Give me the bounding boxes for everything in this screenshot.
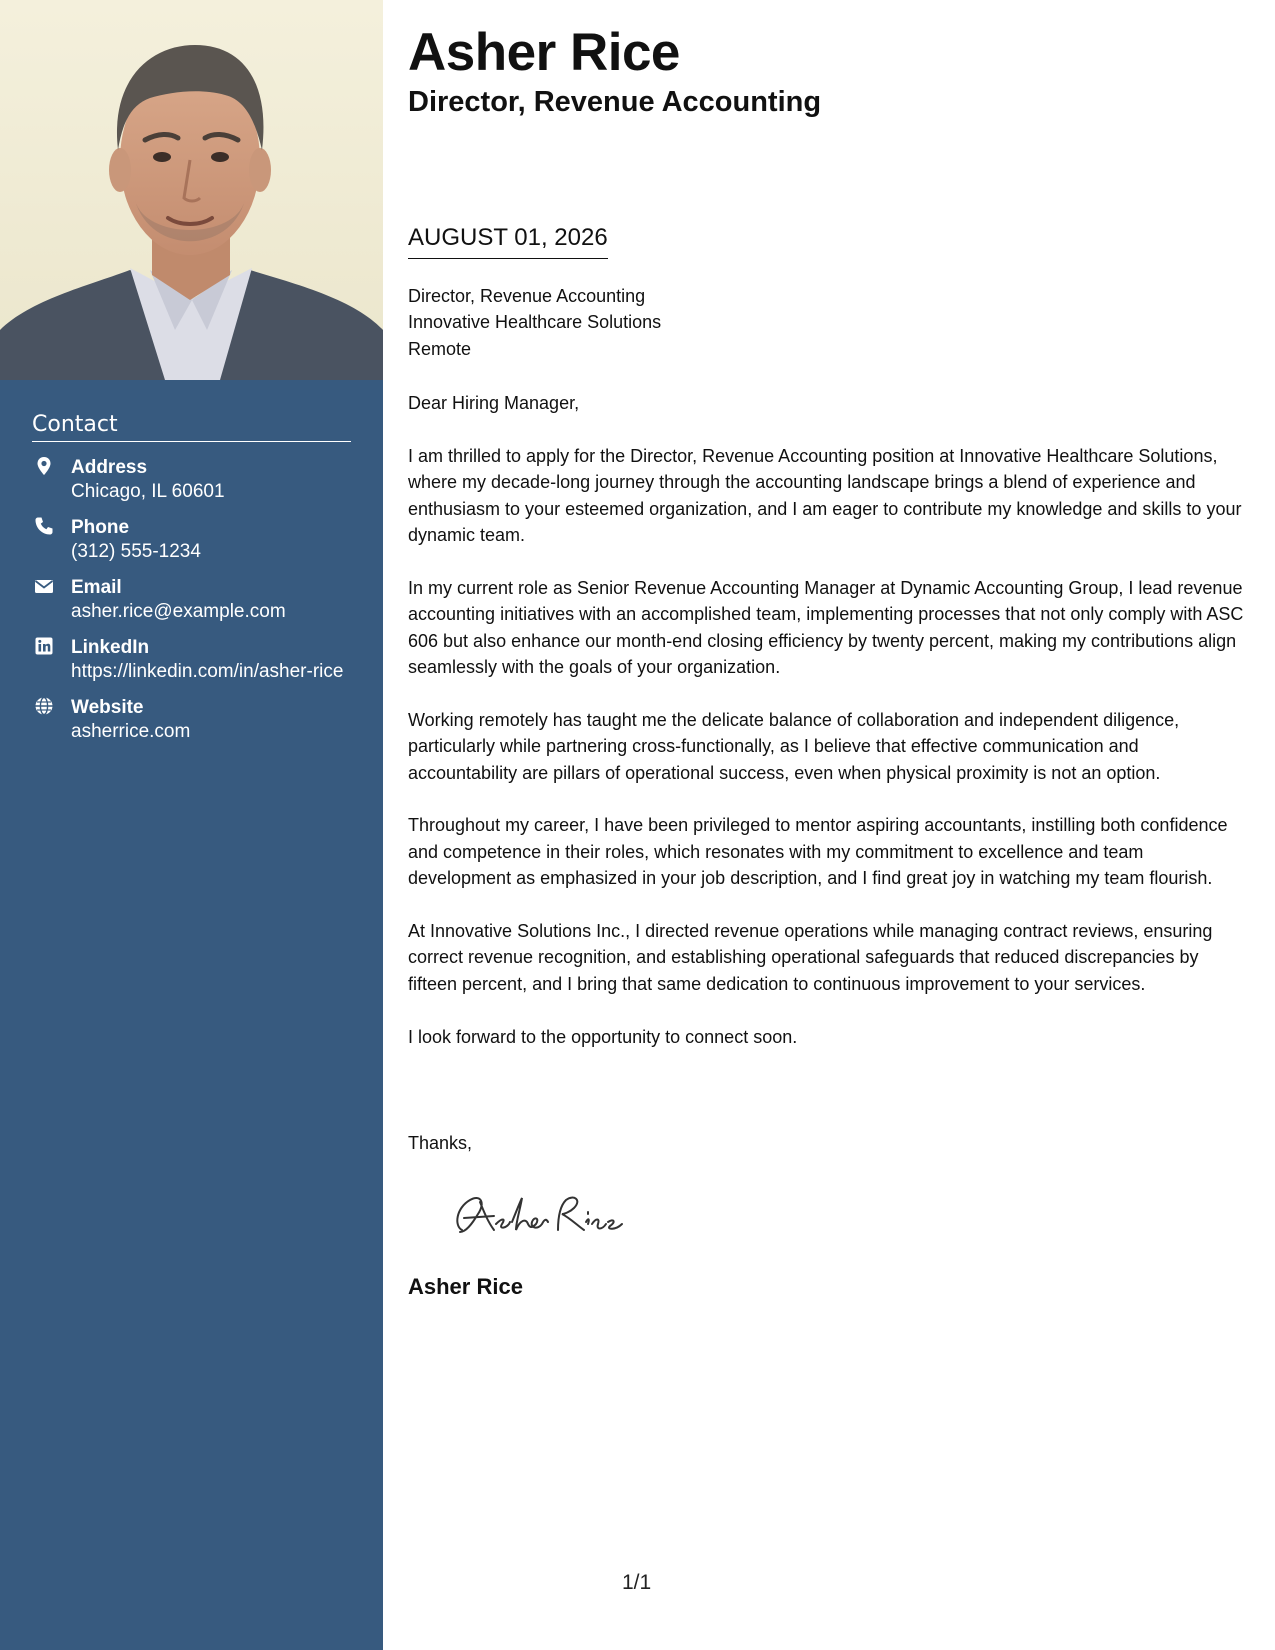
- contact-linkedin: [32, 636, 351, 684]
- phone-value: (312) 555-1234: [71, 541, 201, 562]
- linkedin-label: LinkedIn: [71, 637, 150, 658]
- recipient-title: Director, Revenue Accounting: [408, 286, 646, 306]
- email-value: asher.rice@example.com: [71, 601, 286, 622]
- paragraph: Throughout my career, I have been privileged to mentor aspiring accountants, instilling both confidence and competence in their roles, which resonates with my commitment to excellence and team development as emphasized in your job description, and I find great joy in watching my team flourish.: [408, 815, 1228, 889]
- envelope-icon: [34, 576, 54, 596]
- address-value: Chicago, IL 60601: [71, 481, 225, 502]
- map-pin-icon: [34, 456, 54, 476]
- signature-image: [450, 1188, 640, 1240]
- page-number: 1/1: [622, 1571, 652, 1594]
- contact-heading: Contact: [32, 412, 351, 442]
- phone-label: Phone: [71, 517, 130, 538]
- website-label: Website: [71, 697, 144, 718]
- signer-name: Asher Rice: [408, 1274, 523, 1299]
- sidebar: [0, 0, 383, 1650]
- linkedin-icon: [34, 636, 54, 656]
- contact-phone: [32, 516, 351, 564]
- applicant-role: Director, Revenue Accounting: [408, 86, 822, 118]
- linkedin-link[interactable]: https://linkedin.com/in/asher-rice: [71, 661, 344, 682]
- closing: Thanks,: [408, 1133, 473, 1153]
- contact-address: [32, 456, 351, 504]
- recipient-location: Remote: [408, 338, 472, 359]
- recipient-company: Innovative Healthcare Solutions: [408, 312, 662, 333]
- contact-section: [32, 412, 351, 744]
- globe-icon: [34, 696, 54, 716]
- paragraph: In my current role as Senior Revenue Accounting Manager at Dynamic Accounting Group, I lead revenue accounting initiatives with an accomplished team, implementing processes that not only comply with ASC 606 but also enhance our month-end closing efficiency by twenty percent, making my contributions align seamlessly with the goals of your organization.: [408, 577, 1244, 678]
- paragraph: I am thrilled to apply for the Director, Revenue Accounting position at Innovative Healthcare Solutions, where my decade-long journey through the accounting landscape brings a blend of experience and enthusiasm to your esteemed organization, and I am eager to contribute my knowledge and skills to your dynamic team.: [408, 445, 1242, 546]
- letter-date: AUGUST 01, 2026: [408, 223, 608, 259]
- contact-email: [32, 576, 351, 624]
- email-label: Email: [71, 577, 122, 598]
- greeting: Dear Hiring Manager,: [408, 393, 580, 413]
- paragraph: Working remotely has taught me the delicate balance of collaboration and independent diligence, particularly while partnering cross-functionally, as I believe that effective communication and accountability are pillars of operational success, even when physical proximity is not an option.: [408, 709, 1180, 783]
- letter-body: [408, 390, 1248, 1076]
- contact-website: [32, 696, 351, 744]
- paragraph: At Innovative Solutions Inc., I directed revenue operations while managing contract reviews, ensuring correct revenue recognition, and establishing operational safeguards that reduced discrepancies by fifteen percent, and I bring that same dedication to continuous improvement to your services.: [408, 921, 1213, 994]
- recipient-block: [408, 283, 661, 362]
- applicant-name: Asher Rice: [408, 23, 680, 82]
- profile-photo: [0, 0, 383, 380]
- phone-icon: [34, 516, 54, 536]
- paragraph: I look forward to the opportunity to connect soon.: [408, 1026, 798, 1047]
- website-link[interactable]: asherrice.com: [71, 721, 191, 742]
- address-label: Address: [71, 457, 148, 478]
